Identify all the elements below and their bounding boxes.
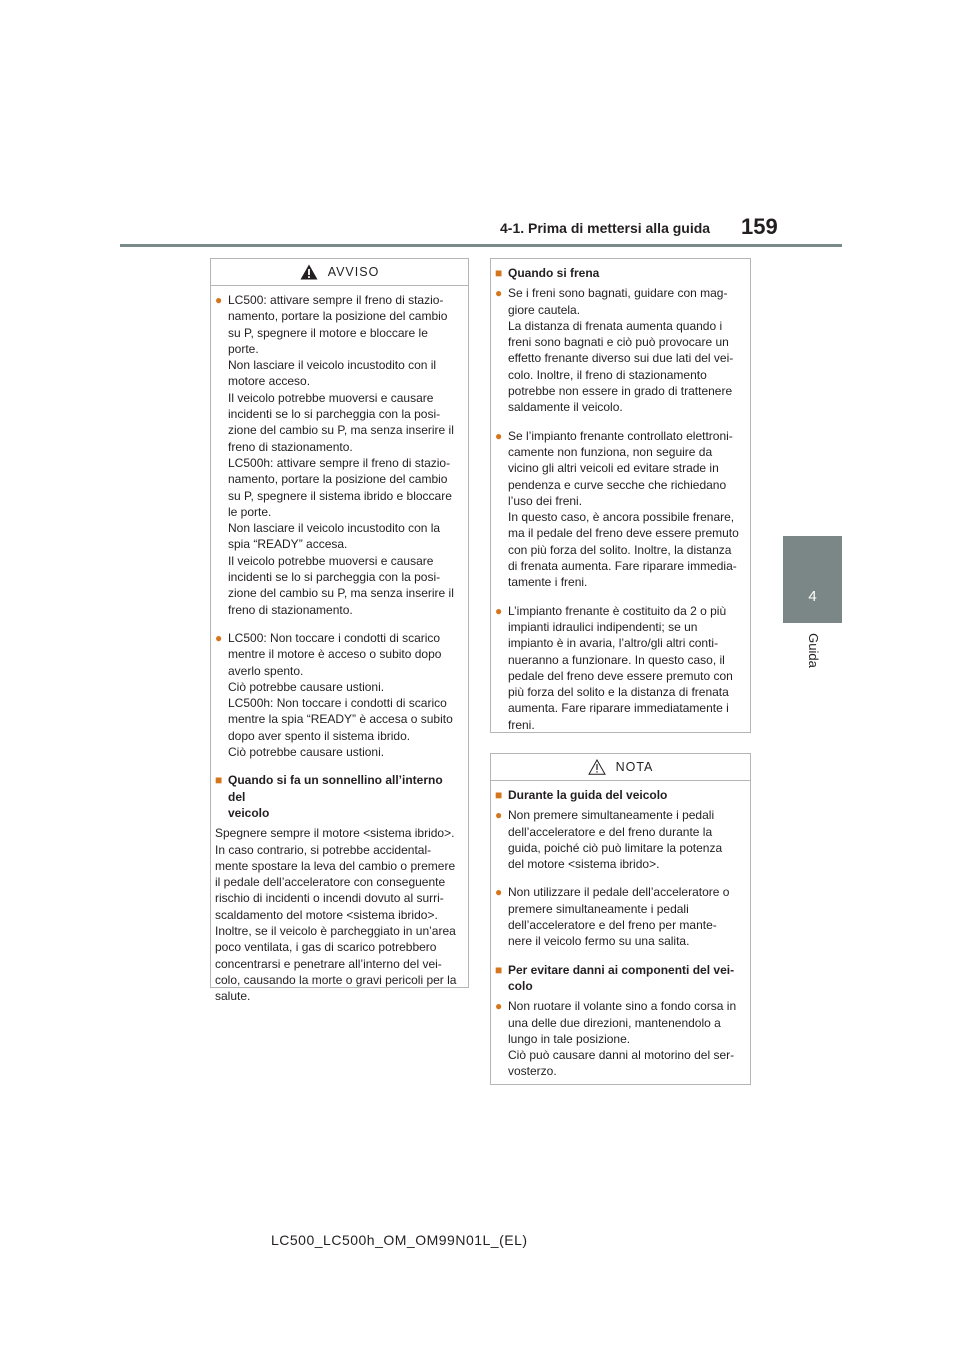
- braking-subheading-text: Quando si frena: [508, 266, 600, 280]
- bullet-dot-icon: ●: [495, 603, 503, 618]
- warning-icon: [300, 264, 318, 280]
- braking-bullet-text: L’impianto frenante è costituito da 2 o più impianti idraulici indipendenti; se un impianto è in avaria, l’altro/gli altri conti- nueranno a funzionare. In questo caso, il pedale del freno deve essere premuto con più forza del solito e la distanza di frenata aumenta. Fare riparare immediatamente i freni.: [508, 603, 733, 732]
- braking-bullet: [495, 285, 740, 415]
- note-bullet-text: Non premere simultaneamente i pedali dell’acceleratore e del freno durante la guida, poiché ciò può limitare la potenza del motore <sistema ibrido>.: [508, 808, 723, 872]
- model-code-footer: LC500_LC500h_OM_OM99N01L_(EL): [271, 1232, 528, 1248]
- warning-bullet-text: LC500: attivare sempre il freno di stazio- namento, portare la posizione del cambio su P, spegnere il motore e bloccare le porte. Non lasciare il veicolo incustodito con il motore acceso. Il veicolo potrebbe muoversi e causare incidenti se lo si parcheggia con la posi- zione del cambio su P, ma senza inserire il freno di stazionamento. LC500h: attivare sempre il freno di stazio- namento, portare la posizione del cambio su P, spegnere il sistema ibrido e bloccare le porte. Non lasciare il veicolo incustodito con la spia “READY” accesa. Il veicolo potrebbe muoversi e causare incidenti se lo si parcheggia con la posi- zione del cambio su P, ma senza inserire il freno di stazionamento.: [228, 293, 454, 617]
- warning-bullet: [215, 630, 458, 760]
- bullet-square-icon: ■: [495, 788, 503, 802]
- chapter-tab: 4: [783, 536, 842, 623]
- bullet-dot-icon: ●: [495, 428, 503, 443]
- warning-box: [210, 258, 469, 1004]
- bullet-square-icon: ■: [215, 773, 223, 788]
- note-bullet: [495, 998, 740, 1079]
- warning-subheading: [215, 772, 458, 821]
- bullet-dot-icon: ●: [495, 808, 503, 823]
- note-subheading-text: Per evitare danni ai componenti del vei- colo: [508, 962, 735, 993]
- braking-bullet: [495, 428, 740, 591]
- note-box: [490, 753, 751, 1085]
- bullet-dot-icon: ●: [495, 286, 503, 301]
- warning-bullet-text: LC500: Non toccare i condotti di scarico mentre il motore è acceso o subito dopo averlo spento. Ciò potrebbe causare ustioni. LC500h: Non toccare i condotti di scarico mentre la spia “READY” è accesa o subito dopo aver spento il sistema ibrido. Ciò potrebbe causare ustioni.: [228, 630, 453, 760]
- note-body: [491, 781, 750, 1088]
- note-bullet-text: Non ruotare il volante sino a fondo corsa in una delle due direzioni, mantenendolo a lungo in tale posizione. Ciò può causare danni al motorino del ser- vosterzo.: [508, 999, 737, 1079]
- bullet-dot-icon: ●: [215, 293, 223, 307]
- chapter-label-text: Guida: [805, 632, 821, 668]
- note-subheading-text: Durante la guida del veicolo: [508, 788, 668, 802]
- braking-body: [491, 259, 750, 741]
- note-header: [491, 754, 750, 781]
- warning-body: [211, 286, 468, 1012]
- braking-bullet: [495, 603, 740, 733]
- warning-paragraph: Spegnere sempre il motore <sistema ibrido>. In caso contrario, si potrebbe accidental- mente spostare la leva del cambio o premere il pedale dell’acceleratore con conseguente rischio di incidenti o incendi dovuto al surri- scaldamento del motore <sistema ibrido>. Inoltre, se il veicolo è parcheggiato in un’area poco ventilata, i gas di scarico potrebbero concentrarsi e penetrare all’interno del vei- colo, causando la morte o gravi pericoli per la salute.: [215, 826, 457, 1004]
- braking-subheading: [495, 265, 740, 281]
- braking-bullet-text: Se i freni sono bagnati, guidare con mag- giore cautela. La distanza di frenata aumenta quando i freni sono bagnati e ciò può provocare un effetto frenante diverso sui due lati del vei- colo. Inoltre, il freno di stazionamento potrebbe non essere in grado di trattenere saldamente il veicolo.: [508, 286, 734, 415]
- chapter-label: [796, 620, 830, 680]
- page-number: 159: [741, 214, 778, 239]
- warning-header: [211, 259, 468, 286]
- note-bullet: [495, 807, 740, 872]
- braking-bullet-text: Se l’impianto frenante controllato elettroni- camente non funziona, non seguire da vicino gli altri veicoli ed evitare strade in pendenza e curve secche che richiedano l’uso dei freni. In questo caso, è ancora possibile frenare, ma il pedale del freno deve essere premuto con più forza del solito. Inoltre, la distanza di frenata aumenta. Fare riparare immedia- tamente i freni.: [508, 428, 739, 590]
- note-title: NOTA: [615, 759, 654, 774]
- warning-title: AVVISO: [327, 264, 380, 279]
- header-rule: [120, 244, 842, 247]
- note-bullet-text: Non utilizzare il pedale dell’acceleratore o premere simultaneamente i pedali dell’acceleratore e del freno per mante- nere il veicolo fermo su una salita.: [508, 885, 730, 949]
- bullet-dot-icon: ●: [495, 999, 503, 1014]
- warning-bullet: [215, 292, 458, 618]
- bullet-dot-icon: ●: [495, 885, 503, 900]
- note-subheading: [495, 962, 740, 995]
- bullet-square-icon: ■: [495, 266, 503, 280]
- caution-icon: [588, 759, 606, 775]
- bullet-dot-icon: ●: [215, 630, 223, 645]
- bullet-square-icon: ■: [495, 962, 503, 977]
- warning-subheading-text: Quando si fa un sonnellino all’interno del veicolo: [228, 773, 443, 820]
- note-subheading: [495, 787, 740, 803]
- braking-box: [490, 258, 751, 733]
- section-title: 4-1. Prima di mettersi alla guida: [500, 220, 711, 236]
- note-bullet: [495, 884, 740, 949]
